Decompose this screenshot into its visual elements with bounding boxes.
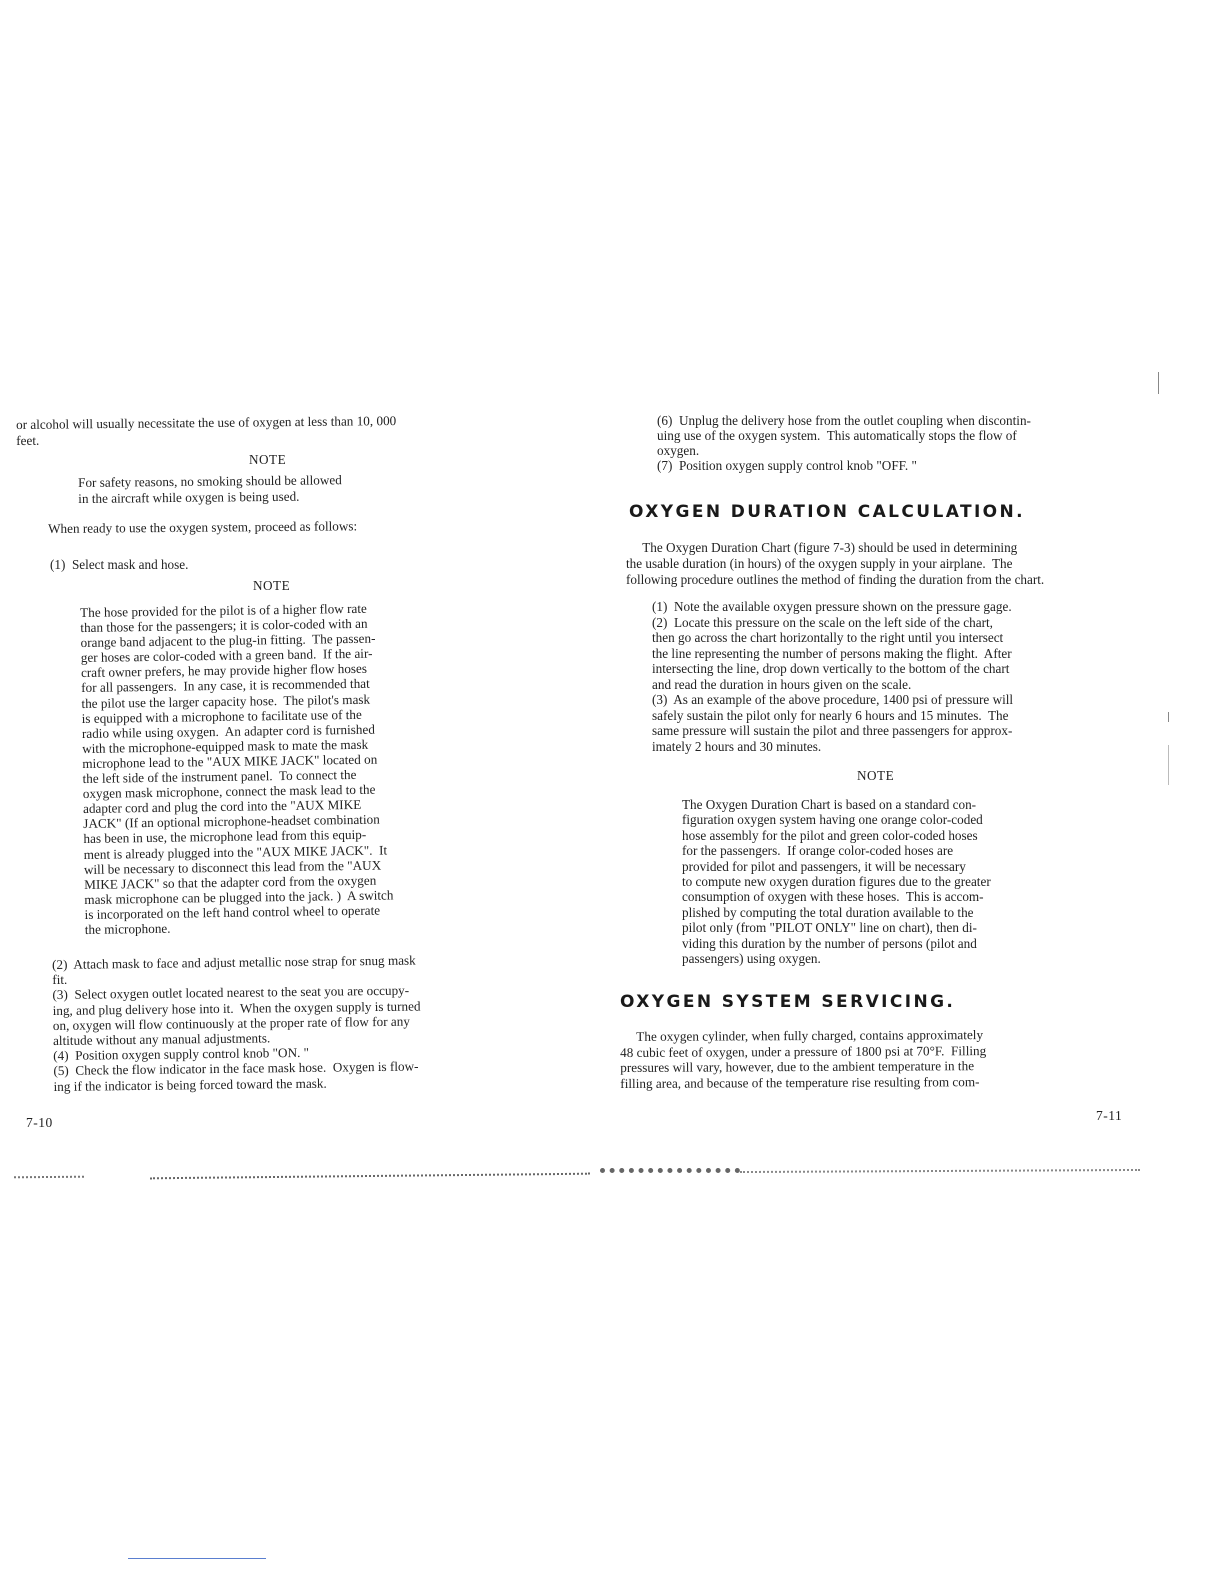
note-label: NOTE: [253, 578, 291, 593]
right-page: [612, 0, 1212, 1584]
duration-chart-note: The Oxygen Duration Chart is based on a standard con- figuration oxygen system having one orange color-coded hose assembly for the pilot and green color-coded hoses for the passengers. If orange color-coded hoses are provided for pilot and passengers, it will be necessary to compute new oxygen duration figures due to the greater consumption of oxygen with these hoses. This is accom- plished by computing the total duration available to the pilot only (from "PILOT ONLY" line on chart), then di- viding this duration by the number of persons (pilot and passengers) using oxygen.: [682, 797, 991, 967]
heading-oxygen-duration: OXYGEN DURATION CALCULATION.: [629, 502, 1026, 522]
steps-2-to-5: (2) Attach mask to face and adjust metallic nose strap for snug mask fit. (3) Select oxygen outlet located nearest to the seat you are occupy- ing, and plug delivery hose into it. When the oxygen supply is turned on, oxygen will flow continuously at the proper rate of flow for any altitude without any manual adjustments. (4) Position oxygen supply control knob "ON. " (5) Check the flow indicator in the face mask hose. Oxygen is flow- ing if the indicator is being forced toward the mask.: [52, 952, 421, 1094]
step-1: (1) Select mask and hose.: [50, 557, 189, 572]
scan-edge-mark: [1168, 745, 1169, 785]
page-number-left: 7-10: [26, 1115, 53, 1130]
footer-rule: [128, 1558, 266, 1559]
page-number-right: 7-11: [1096, 1108, 1123, 1123]
note-label: NOTE: [857, 768, 895, 783]
continuation-paragraph: or alcohol will usually necessitate the use of oxygen at less than 10, 000 feet.: [16, 413, 397, 448]
procedure-intro: When ready to use the oxygen system, proceed as follows:: [48, 518, 358, 536]
heading-system-servicing: OXYGEN SYSTEM SERVICING.: [620, 992, 956, 1012]
hose-note-text: The hose provided for the pilot is of a higher flow rate than those for the passengers; it is color-coded with an orange band adjacent to the plug-in fitting. The passen- ger hoses are color-coded with a green band. If the air- craft owner prefers, he may provide higher flow hoses for all passengers. In any case, it is recommended that the pilot use the larger capacity hose. The pilot's mask is equipped with a microphone to facilitate use of the radio while using oxygen. An adapter cord is furnished with the microphone-equipped mask to mate the mask microphone lead to the "AUX MIKE JACK" located on the left side of the instrument panel. To connect the oxygen mask microphone, connect the mask lead to the adapter cord and plug the cord into the "AUX MIKE JACK" (If an optional microphone-headset combination has been in use, the microphone lead from this equip- ment is already plugged into the "AUX MIKE JACK". It will be necessary to disconnect this lead from the "AUX MIKE JACK" so that the adapter cord from the oxygen mask microphone can be plugged into the jack. ) A switch is incorporated on the left hand control wheel to operate the microphone.: [80, 600, 394, 937]
scan-edge-mark: [1158, 372, 1159, 394]
note-label: NOTE: [249, 452, 287, 467]
scan-edge-mark: [1168, 712, 1169, 722]
servicing-paragraph: The oxygen cylinder, when fully charged, contains approximately 48 cubic feet of oxygen, under a pressure of 1800 psi at 70°F. Filling pressures will vary, however, due to the ambient temperature in the filling area, and because of the temperature rise resulting from com-: [620, 1027, 987, 1091]
steps-6-to-7: (6) Unplug the delivery hose from the outlet coupling when discontin- uing use of the oxygen system. This automatically stops the flow of oxygen. (7) Position oxygen supply control knob "OFF. ": [657, 413, 1031, 473]
left-page: [0, 0, 600, 1584]
safety-note-text: For safety reasons, no smoking should be allowed in the aircraft while oxygen is being used.: [78, 472, 342, 506]
duration-procedure-steps: (1) Note the available oxygen pressure shown on the pressure gage. (2) Locate this pressure on the scale on the left side of the chart, then go across the chart horizontally to the right until you intersect the line representing the number of persons making the flight. After intersecting the line, drop down vertically to the bottom of the chart and read the duration in hours given on the scale. (3) As an example of the above procedure, 1400 psi of pressure will safely sustain the pilot only for nearly 6 hours and 15 minutes. The same pressure will sustain the pilot and three passengers for approx- imately 2 hours and 30 minutes.: [652, 599, 1014, 754]
scan-artifact-line: [600, 1168, 740, 1173]
duration-intro-paragraph: The Oxygen Duration Chart (figure 7-3) should be used in determining the usable duration (in hours) of the oxygen supply in your airplane. The following procedure outlines the method of finding the duration from the chart.: [626, 540, 1045, 587]
